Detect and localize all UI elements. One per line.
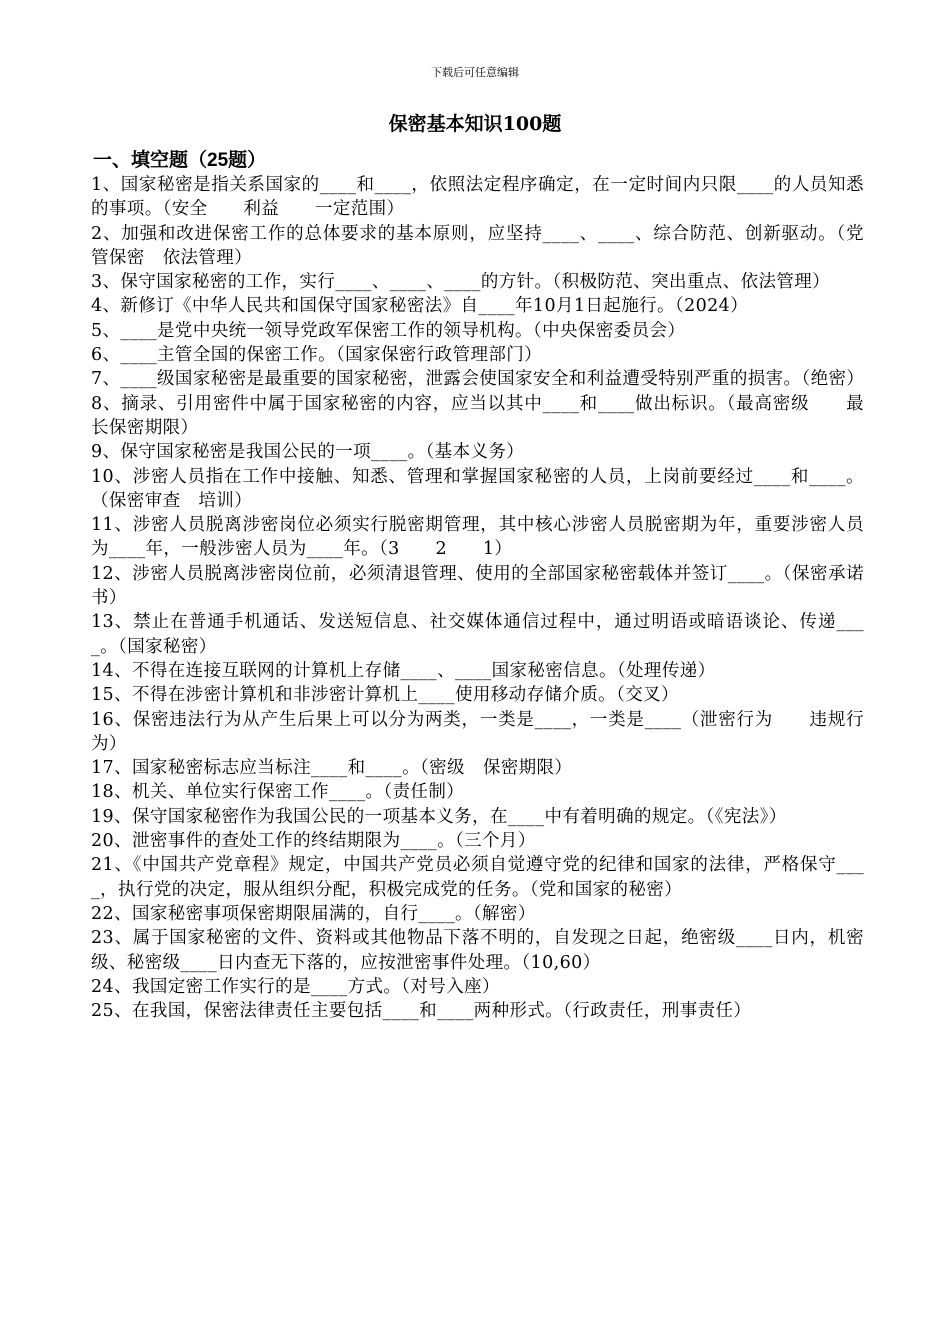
question-item: 2、加强和改进保密工作的总体要求的基本原则，应坚持____、____、综合防范、创新驱动。（党管保密 依法管理）: [91, 223, 864, 268]
question-item: 20、泄密事件的查处工作的终结期限为____。（三个月）: [91, 831, 536, 852]
document-title: 保密基本知识100题: [388, 113, 562, 135]
question-item: 4、新修订《中华人民共和国保守国家秘密法》自____年10月1日起施行。（2024）: [91, 296, 749, 317]
header-note: 下载后可任意编辑: [431, 66, 519, 79]
question-item: 10、涉密人员指在工作中接触、知悉、管理和掌握国家秘密的人员，上岗前要经过____和____。（保密审查 培训）: [91, 466, 864, 511]
question-item: 22、国家秘密事项保密期限届满的，自行____。（解密）: [91, 903, 536, 924]
question-item: 7、____级国家秘密是最重要的国家秘密，泄露会使国家安全和利益遭受特别严重的损害。（绝密）: [91, 369, 865, 390]
question-item: 13、禁止在普通手机通话、发送短信息、社交媒体通信过程中，通过明语或暗语谈论、传递____。（国家秘密）: [91, 612, 864, 657]
question-item: 19、保守国家秘密作为我国公民的一项基本义务，在____中有着明确的规定。（《宪法》）: [91, 806, 787, 827]
question-item: 6、____主管全国的保密工作。（国家保密行政管理部门）: [91, 345, 543, 366]
question-item: 5、____是党中央统一领导党政军保密工作的领导机构。（中央保密委员会）: [91, 320, 686, 341]
question-item: 14、不得在连接互联网的计算机上存储____、____国家秘密信息。（处理传递）: [91, 660, 716, 681]
question-item: 18、机关、单位实行保密工作____。（责任制）: [91, 782, 465, 803]
question-item: 21、《中国共产党章程》规定，中国共产党员必须自觉遵守党的纪律和国家的法律，严格保守____，执行党的决定，服从组织分配，积极完成党的任务。（党和国家的秘密）: [91, 855, 864, 900]
question-item: 9、保守国家秘密是我国公民的一项____。（基本义务）: [91, 442, 525, 463]
question-item: 16、保密违法行为从产生后果上可以分为两类，一类是____，一类是____（泄密行为 违规行为）: [91, 709, 864, 754]
question-item: 1、国家秘密是指关系国家的____和____，依照法定程序确定，在一定时间内只限____的人员知悉的事项。（安全 利益 一定范围）: [91, 175, 864, 220]
question-item: 8、摘录、引用密件中属于国家秘密的内容，应当以其中____和____做出标识。（最高密级 最长保密期限）: [91, 393, 864, 438]
question-item: 23、属于国家秘密的文件、资料或其他物品下落不明的，自发现之日起，绝密级____日内，机密级、秘密级____日内查无下落的，应按泄密事件处理。（10,60）: [91, 928, 864, 973]
question-item: 3、保守国家秘密的工作，实行____、____、____的方针。（积极防范、突出重点、依法管理）: [91, 272, 831, 293]
section-title: 一、填空题（25题）: [93, 150, 267, 171]
question-item: 24、我国定密工作实行的是____方式。（对号入座）: [91, 976, 500, 997]
question-item: 11、涉密人员脱离涉密岗位必须实行脱密期管理，其中核心涉密人员脱密期为年，重要涉密人员为____年，一般涉密人员为____年。（3 2 1）: [91, 515, 864, 560]
question-item: 25、在我国，保密法律责任主要包括____和____两种形式。（行政责任，刑事责任）: [91, 1001, 752, 1022]
question-item: 12、涉密人员脱离涉密岗位前，必须清退管理、使用的全部国家秘密载体并签订____。（保密承诺书）: [91, 563, 864, 609]
question-list: [91, 173, 864, 1023]
question-item: 17、国家秘密标志应当标注____和____。（密级 保密期限）: [91, 758, 573, 779]
question-item: 15、不得在涉密计算机和非涉密计算机上____使用移动存储介质。（交叉）: [91, 685, 679, 706]
